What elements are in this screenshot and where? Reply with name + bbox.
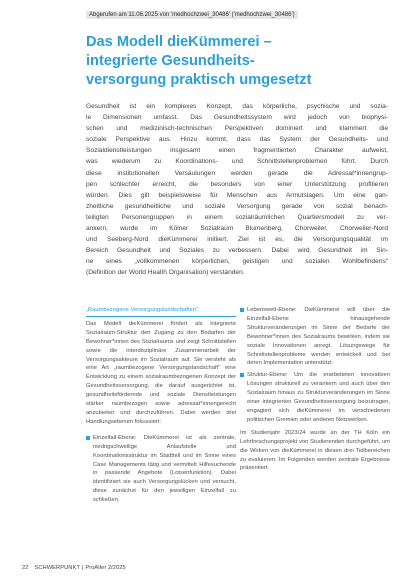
list-item bbox=[240, 306, 390, 368]
study-paragraph: Im Studienjahr 2023/24 wurde an der TH Köln ein Lehrforschungsprojekt von Studierenden durchgeführt, um die Wirken von dieKümmerei in diesen drei Teilbereichen zu evaluieren. Im Folgenden werden zentrale Ergebnisse präsentiert. bbox=[240, 429, 390, 472]
intro-line: und Seeberg-Nord dieKümmerei initiiert. Ziel ist es, die Versorgungsqualität im bbox=[86, 236, 388, 244]
list-item bbox=[240, 371, 390, 424]
intro-line: Gesundheit ist ein komplexes Konzept, das körperliche, psychische und sozia- bbox=[86, 103, 388, 110]
intro-line: teiligten Personengruppen in einem sozialräumlichen Quartiersmodell zu ver- bbox=[86, 213, 388, 221]
intro-line: soziale Perspektive aus. Hinzu kommt, dass das System der Gesundheits- und bbox=[86, 136, 388, 144]
bullet-text: Struktur-Ebene: Um die erarbeiteten innovativen Lösungen strukturell zu verankern und auch über den Sozialraum hinaus zu Strukturveränderungen im Sinne einer integrierten Gesundheitsversorgung beizutragen, engagiert sich dieKümmerei im verschiedenen politischen Gremien oder anderen Netzwerken. bbox=[247, 372, 390, 423]
footer-separator: | bbox=[81, 565, 84, 571]
headline-line-1: Das Modell dieKümmerei – bbox=[86, 34, 272, 50]
box-body-text: Das Modell dieKümmerei fördert als integrierte Sozialraum-Struktur den Zugang zu den Bedarfen der Bewohner*innen des Sozialraums und zeigt Schnittstellen sowie die interdisziplinäre Zusammenarbeit der Versorgungsakteure im Sozialraum auf. Sie versteht als eine Art „raumbezogene Versorgungslandschaft“ eine Entwicklung zu einem sozialraumbezogenen Konzept der Gesundheitsversorgung, die darauf ausgerichtet ist, gesundheitsfördernde und soziale Dienstleistungen stärker raumbezogen sowie adressat*innengerecht anzubieten und durchzuführen. Dabei werden drei Handlungsebenen fokussiert: bbox=[86, 320, 236, 425]
intro-line: pen schlechter erreicht, die besonders von einer Unterstützung profitieren bbox=[86, 180, 388, 188]
intro-paragraph bbox=[86, 101, 388, 279]
page-footer bbox=[22, 565, 126, 571]
issue-label: ProAlter 2/2025 bbox=[85, 565, 126, 571]
left-column bbox=[86, 306, 236, 508]
section-label: SCHWERPUNKT bbox=[34, 565, 80, 571]
headline-line-2: integrierte Gesundheits- bbox=[86, 53, 255, 69]
square-bullet-icon bbox=[86, 436, 90, 440]
article-headline bbox=[86, 33, 396, 90]
bullet-text: Lebenswelt-Ebene: DieKümmerei will über die Einzelfall-Ebene hinausgehende Strukturveränderungen im Sinne der Bedarfe der Bewohner*innen des Sozialraums bewirken, indem sie soziale Innovationen anregt. Lösungswege für Schnittstellenprobleme werden entwickelt und bei deren Implementation unterstützt. bbox=[247, 307, 390, 367]
intro-line: (Definition der World Health Organisation) verstanden. bbox=[86, 269, 245, 277]
intro-line: Bereich Gesundheit und Soziales zu verbessern. Dabei wird Gesundheit im Sin- bbox=[86, 247, 388, 255]
box-heading: „Raumbezogene Versorgungslandschaften“ bbox=[86, 306, 236, 317]
bullet-text: Einzelfall-Ebene: DieKümmerei ist als zentrale, niedrigschwellige Anlaufstelle und Koordinationsstruktur im Stadtteil und im Sinne eines Case Managements tätig und vermittelt Hilfesuchende in passende Angebote (Lotsenfunktion). Dabei identifiziert sie auch Versorgungslücken und versucht, diese zunächst für den jeweiligen Einzelfall zu schließen. bbox=[93, 434, 236, 504]
intro-line: Sozialdienstleistungen insgesamt einen fragmentierten Charakter aufweist, bbox=[86, 147, 388, 155]
right-bullet-list bbox=[240, 306, 390, 425]
right-column bbox=[240, 306, 390, 473]
page-number: 22 bbox=[22, 565, 29, 571]
square-bullet-icon bbox=[240, 308, 244, 312]
left-bullet-list bbox=[86, 434, 236, 505]
intro-line: was wiederum zu Koordinations- und Schnittstellenproblemen führt. Durch bbox=[86, 158, 388, 166]
download-watermark: Abgerufen am 11.06.2025 von 'medhochzwei_30486' ('medhochzwei_30486') bbox=[86, 11, 298, 19]
list-item bbox=[86, 434, 236, 505]
intro-line: ankern, wurde im Kölner Sozialraum Blumenberg, Chorweiler, Chorweiler-Nord bbox=[86, 225, 388, 233]
intro-line: diese institutionellen Versäulungen werden gerade die Adressat*innengrup- bbox=[86, 169, 388, 177]
headline-line-3: versorgung praktisch umgesetzt bbox=[86, 72, 312, 88]
intro-line: zheitliche gesundheitliche und soziale Versorgung gerade von sozial benach- bbox=[86, 202, 388, 210]
intro-line: schen und medizinisch-technischen Perspektiven dominiert und klammert die bbox=[86, 125, 388, 133]
square-bullet-icon bbox=[240, 373, 244, 377]
intro-line: würden. Dies gilt beispielsweise für Menschen aus Armutslagen. Um eine gan- bbox=[86, 191, 388, 199]
intro-line: le Dimensionen umfasst. Das Gesundheitssystem wird jedoch von biophysi- bbox=[86, 114, 388, 122]
intro-line: ne eines „vollkommenen körperlichen, geistigen und sozialen Wohlbefindens“ bbox=[86, 258, 388, 266]
